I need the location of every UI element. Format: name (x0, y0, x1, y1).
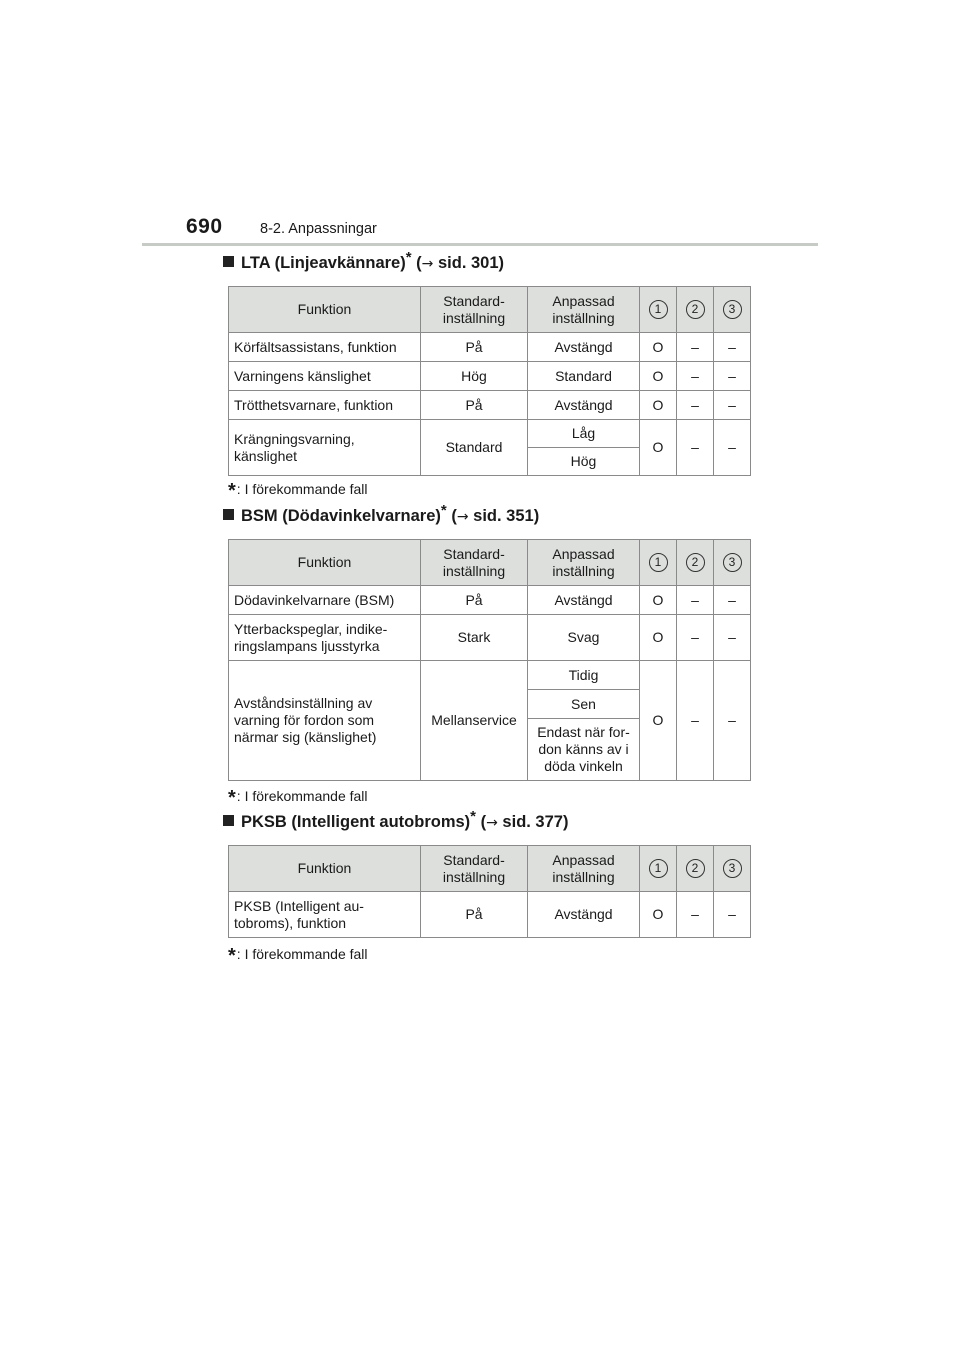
section-heading: LTA (Linjeavkännare)* (→ sid. 301) (223, 254, 504, 273)
asterisk-marker: * (228, 787, 236, 809)
standard-cell: Standard (421, 420, 528, 476)
setting-c1-cell: O (640, 892, 677, 938)
section-heading: BSM (Dödavinkelvarnare)* (→ sid. 351) (223, 507, 539, 526)
footnote: *: I förekommande fall (228, 480, 368, 502)
setting-c2-cell: – (677, 892, 714, 938)
header-funktion: Funktion (229, 287, 421, 333)
section-title: BSM (Dödavinkelvarnare) (241, 507, 441, 525)
header-standard: Standard- inställning (421, 540, 528, 586)
standard-cell: På (421, 586, 528, 615)
setting-c2-cell: – (677, 420, 714, 476)
setting-c2-cell: – (677, 615, 714, 661)
table-row (229, 362, 751, 391)
arrow-right-icon: → (486, 815, 498, 831)
setting-c1-cell: O (640, 362, 677, 391)
setting-c2-cell: – (677, 362, 714, 391)
bullet-square-icon (223, 256, 234, 267)
footnote: *: I förekommande fall (228, 787, 368, 809)
header-setting-1 (640, 287, 677, 333)
header-funktion: Funktion (229, 540, 421, 586)
custom-option-cell: Tidig (528, 661, 640, 690)
function-cell: Avståndsinställning av varning för fordon som närmar sig (känslighet) (229, 661, 421, 781)
settings-table (228, 286, 751, 476)
function-cell: Ytterbackspeglar, indike- ringslampans ljusstyrka (229, 615, 421, 661)
page-reference: sid. 377 (497, 813, 563, 831)
circled-1-icon: 1 (649, 300, 668, 319)
bullet-square-icon (223, 815, 234, 826)
footnote-text: I förekommande fall (244, 481, 368, 497)
standard-cell: På (421, 391, 528, 420)
table-row (229, 586, 751, 615)
custom-option-cell: Hög (528, 448, 640, 476)
standard-cell: På (421, 892, 528, 938)
custom-cell: Avstängd (528, 586, 640, 615)
table-row (229, 892, 751, 938)
setting-c3-cell: – (714, 333, 751, 362)
function-cell: Körfältsassistans, funktion (229, 333, 421, 362)
header-setting-1 (640, 846, 677, 892)
standard-cell: Hög (421, 362, 528, 391)
function-cell: Krängningsvarning, känslighet (229, 420, 421, 476)
header-anpassad: Anpassad inställning (528, 846, 640, 892)
header-setting-3 (714, 846, 751, 892)
setting-c2-cell: – (677, 586, 714, 615)
circled-1-icon: 1 (649, 859, 668, 878)
circled-2-icon: 2 (686, 300, 705, 319)
setting-c3-cell: – (714, 362, 751, 391)
table-row (229, 391, 751, 420)
circled-3-icon: 3 (723, 300, 742, 319)
setting-c2-cell: – (677, 661, 714, 781)
setting-c1-cell: O (640, 420, 677, 476)
asterisk-marker: * (228, 480, 236, 502)
table-row (229, 615, 751, 661)
asterisk-marker: * (440, 502, 447, 519)
header-setting-2 (677, 846, 714, 892)
custom-cell: Avstängd (528, 391, 640, 420)
chapter-title: 8-2. Anpassningar (260, 221, 377, 237)
custom-cell: Svag (528, 615, 640, 661)
table-header-row (229, 287, 751, 333)
setting-c3-cell: – (714, 586, 751, 615)
footnote: *: I förekommande fall (228, 945, 368, 967)
function-cell: Dödavinkelvarnare (BSM) (229, 586, 421, 615)
header-setting-2 (677, 540, 714, 586)
header-setting-3 (714, 287, 751, 333)
page-number: 690 (186, 215, 223, 238)
custom-cell: Avstängd (528, 892, 640, 938)
table-row (229, 420, 751, 448)
setting-c2-cell: – (677, 333, 714, 362)
table-header-row (229, 540, 751, 586)
page-reference: sid. 351 (468, 507, 534, 525)
page-reference: sid. 301 (433, 254, 499, 272)
setting-c1-cell: O (640, 333, 677, 362)
standard-cell: Stark (421, 615, 528, 661)
function-cell: Varningens känslighet (229, 362, 421, 391)
setting-c3-cell: – (714, 420, 751, 476)
footnote-text: I förekommande fall (244, 788, 368, 804)
header-funktion: Funktion (229, 846, 421, 892)
section-title: LTA (Linjeavkännare) (241, 254, 406, 272)
header-setting-1 (640, 540, 677, 586)
header-standard: Standard- inställning (421, 846, 528, 892)
setting-c2-cell: – (677, 391, 714, 420)
bullet-square-icon (223, 509, 234, 520)
circled-3-icon: 3 (723, 553, 742, 572)
circled-1-icon: 1 (649, 553, 668, 572)
custom-cell: Standard (528, 362, 640, 391)
asterisk-marker: * (228, 945, 236, 967)
asterisk-marker: * (405, 249, 412, 266)
custom-option-cell: Sen (528, 690, 640, 719)
setting-c3-cell: – (714, 892, 751, 938)
setting-c3-cell: – (714, 615, 751, 661)
setting-c1-cell: O (640, 615, 677, 661)
header-standard: Standard- inställning (421, 287, 528, 333)
setting-c1-cell: O (640, 661, 677, 781)
table-row (229, 333, 751, 362)
custom-cell: Avstängd (528, 333, 640, 362)
header-setting-2 (677, 287, 714, 333)
setting-c3-cell: – (714, 661, 751, 781)
settings-table (228, 845, 751, 938)
circled-2-icon: 2 (686, 553, 705, 572)
circled-3-icon: 3 (723, 859, 742, 878)
header-setting-3 (714, 540, 751, 586)
section-title: PKSB (Intelligent autobroms) (241, 813, 471, 831)
arrow-right-icon: → (421, 256, 434, 272)
section-heading: PKSB (Intelligent autobroms)* (→ sid. 377) (223, 813, 568, 832)
circled-2-icon: 2 (686, 859, 705, 878)
header-rule (142, 243, 818, 246)
header-anpassad: Anpassad inställning (528, 540, 640, 586)
function-cell: Trötthetsvarnare, funktion (229, 391, 421, 420)
arrow-right-icon: → (456, 509, 469, 525)
setting-c1-cell: O (640, 391, 677, 420)
setting-c3-cell: – (714, 391, 751, 420)
table-row (229, 661, 751, 690)
custom-option-cell: Låg (528, 420, 640, 448)
setting-c1-cell: O (640, 586, 677, 615)
standard-cell: På (421, 333, 528, 362)
table-header-row (229, 846, 751, 892)
standard-cell: Mellanservice (421, 661, 528, 781)
function-cell: PKSB (Intelligent au- tobroms), funktion (229, 892, 421, 938)
asterisk-marker: * (470, 808, 477, 825)
custom-option-cell: Endast när for- don känns av i döda vinkeln (528, 719, 640, 781)
footnote-text: I förekommande fall (244, 946, 368, 962)
header-anpassad: Anpassad inställning (528, 287, 640, 333)
settings-table (228, 539, 751, 781)
